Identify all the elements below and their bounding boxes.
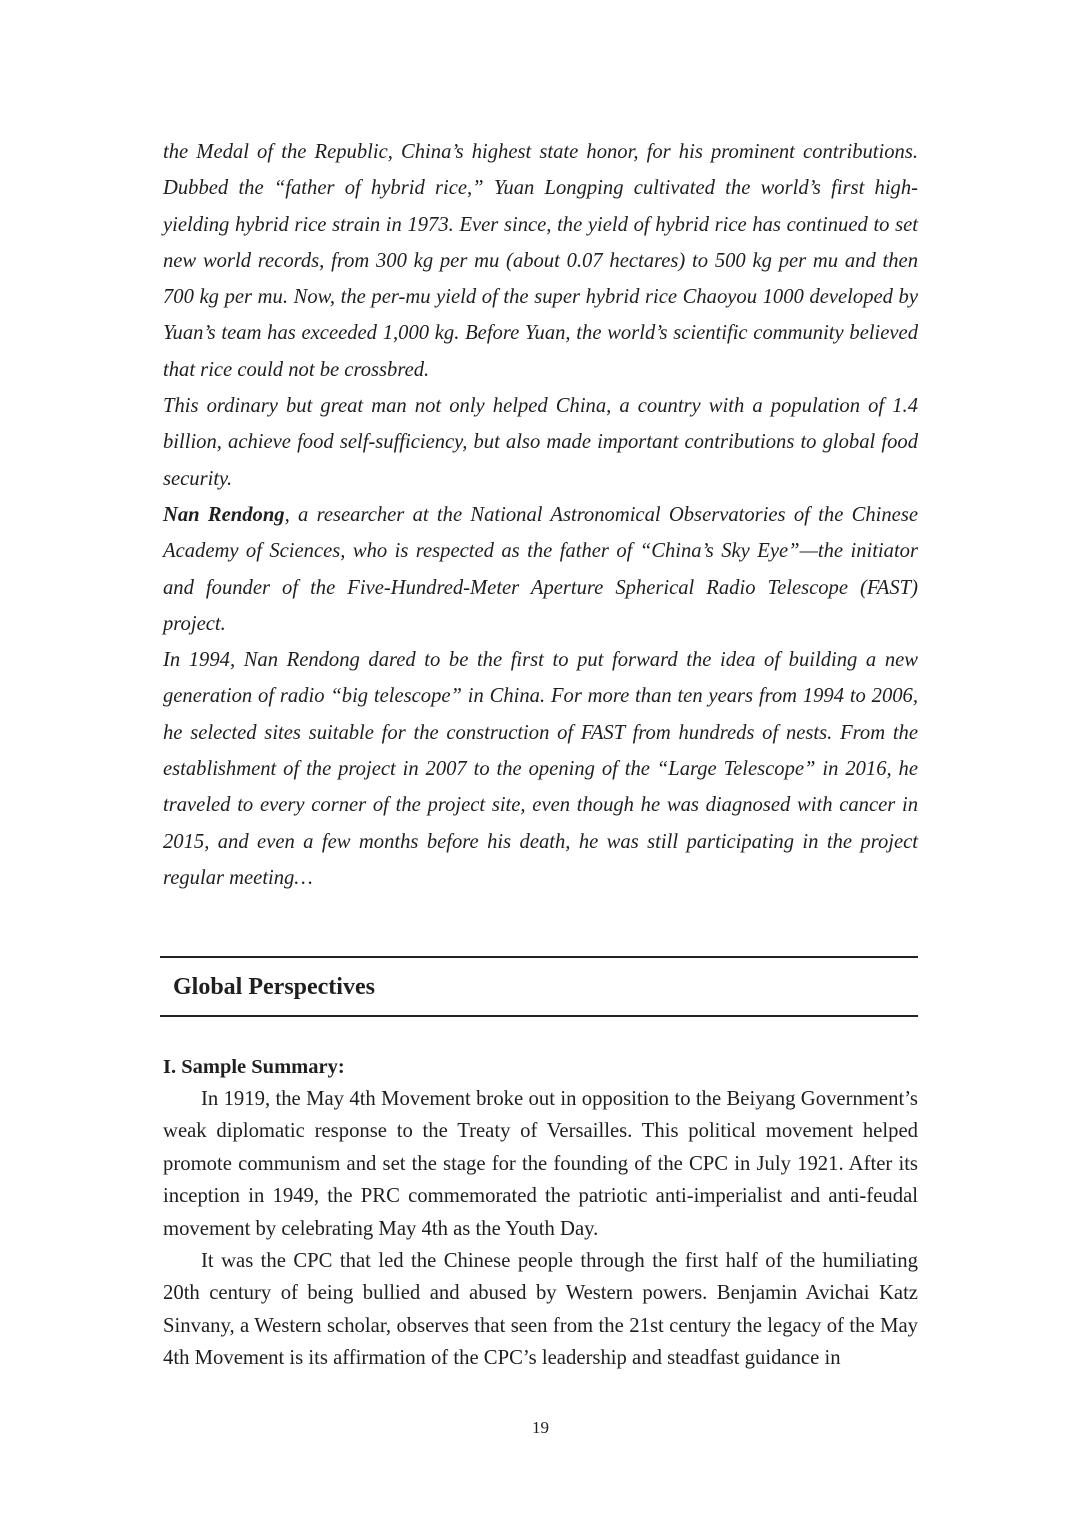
- paragraph-nan-rendong-story: [163, 642, 918, 896]
- summary-body: [163, 1083, 918, 1375]
- paragraph-text: , a researcher at the National Astronomical Observatories of the Chinese Academy of Sciences, who is respected as the father of “China’s Sky Eye”—the initiator and founder of the Five-Hundred-Meter Aperture Spherical Radio Telescope (FAST) project.: [163, 503, 918, 635]
- paragraph-text: the Medal of the Republic, China’s highest state honor, for his prominent contributions. Dubbed the “father of hybrid rice,” Yuan Longping cultivated the world’s first high-yielding hybrid rice strain in 1973. Ever since, the yield of hybrid rice has continued to set new world records, from 300 kg per mu (about 0.07 hectares) to 500 kg per mu and then 700 kg per mu. Now, the per-mu yield of the super hybrid rice Chaoyou 1000 developed by Yuan’s team has exceeded 1,000 kg. Before Yuan, the world’s scientific community believed that rice could not be crossbred.: [163, 141, 918, 381]
- summary-paragraph: In 1919, the May 4th Movement broke out in opposition to the Beiyang Government’s weak diplomatic response to the Treaty of Versailles. This political movement helped promote communism and set the stage for the founding of the CPC in July 1921. After its inception in 1949, the PRC commemorated the patriotic anti-imperialist and anti-feudal movement by celebrating May 4th as the Youth Day.: [163, 1088, 918, 1240]
- section-divider-bottom: [160, 1015, 918, 1017]
- section-divider-top: [160, 956, 918, 958]
- paragraph-text: This ordinary but great man not only helped China, a country with a population of 1.4 billion, achieve food self-sufficiency, but also made important contributions to global food security.: [163, 395, 918, 490]
- summary-heading: I. Sample Summary:: [163, 1056, 345, 1078]
- italic-text-section: [163, 134, 918, 896]
- paragraph-yuan-longping: [163, 134, 918, 388]
- person-name-bold: Nan Rendong: [163, 503, 285, 526]
- page-number: 19: [532, 1418, 549, 1437]
- paragraph-food-security: [163, 388, 918, 497]
- summary-paragraph: It was the CPC that led the Chinese people through the first half of the humiliating 20th century of being bullied and abused by Western powers. Benjamin Avichai Katz Sinvany, a Western scholar, observes that seen from the 21st century the legacy of the May 4th Movement is its affirmation of the CPC’s leadership and steadfast guidance in: [163, 1250, 918, 1370]
- section-title: Global Perspectives: [173, 974, 375, 1000]
- paragraph-nan-rendong-intro: [163, 497, 918, 642]
- paragraph-text: In 1994, Nan Rendong dared to be the first to put forward the idea of building a new generation of radio “big telescope” in China. For more than ten years from 1994 to 2006, he selected sites suitable for the construction of FAST from hundreds of nests. From the establishment of the project in 2007 to the opening of the “Large Telescope” in 2016, he traveled to every corner of the project site, even though he was diagnosed with cancer in 2015, and even a few months before his death, he was still participating in the project regular meeting…: [163, 649, 918, 889]
